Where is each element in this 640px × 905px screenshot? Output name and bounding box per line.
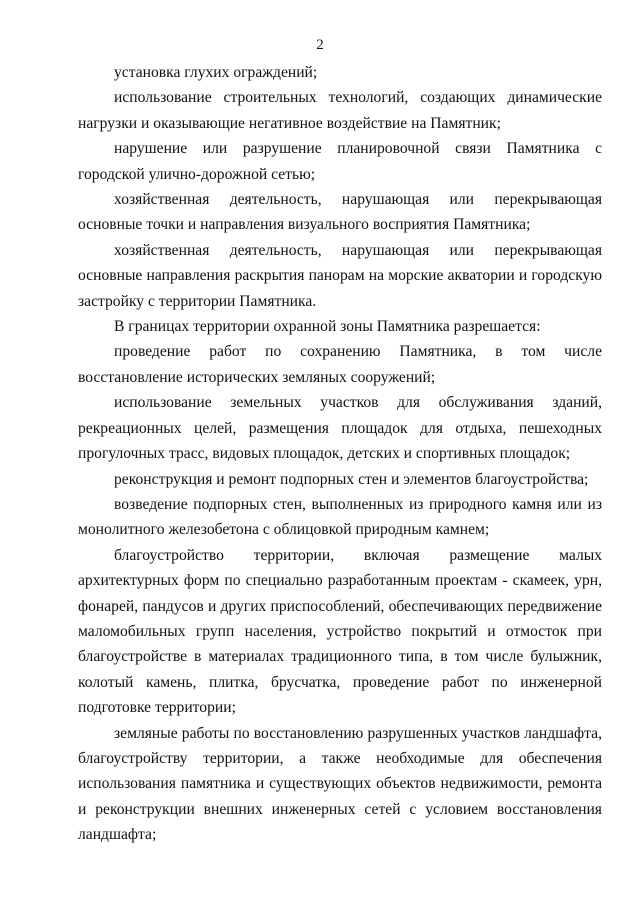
paragraph-land-use: использование земельных участков для обслуживания зданий, рекреационных целей, размещения площадок для отдыха, пешеходных прогулочных трасс, видовых площадок, детских и спортивных площадок; (78, 394, 602, 463)
paragraph-panoramas: хозяйственная деятельность, нарушающая или перекрывающая основные направления раскрытия панорам на морские акватории и городскую застройку с территории Памятника. (78, 241, 602, 310)
paragraph-preservation-works: проведение работ по сохранению Памятника, в том числе восстановление исторических земляных сооружений; (78, 343, 602, 386)
paragraph-retaining-walls-repair: реконструкция и ремонт подпорных стен и элементов благоустройства; (114, 470, 589, 488)
paragraph-permitted-heading: В границах территории охранной зоны Памятника разрешается: (114, 318, 541, 336)
paragraph-earthworks: земляные работы по восстановлению разрушенных участков ландшафта, благоустройству территории, а также необходимые для обеспечения использования памятника и существующих объектов недвижимости, ремонта и реконструкции внешних инженерных сетей с условием восстановления ландшафта; (78, 724, 602, 844)
document-body (78, 60, 602, 848)
paragraph-visual-perception: хозяйственная деятельность, нарушающая или перекрывающая основные точки и направления визуального восприятия Памятника; (78, 191, 602, 234)
paragraph-retaining-walls-construction: возведение подпорных стен, выполненных из природного камня или из монолитного железобетона с облицовкой природным камнем; (78, 495, 602, 539)
paragraph-solid-fences: установка глухих ограждений; (114, 64, 318, 81)
page-number: 2 (316, 37, 324, 53)
paragraph-construction-technologies: использование строительных технологий, создающих динамические нагрузки и оказывающие негативное воздействие на Памятник; (78, 89, 602, 132)
paragraph-landscaping: благоустройство территории, включая размещение малых архитектурных форм по специально разработанным проектам - скамеек, урн, фонарей, пандусов и других приспособлений, обеспечивающих передвижение маломобильных групп населения, устройство покрытий и отмосток при благоустройстве в материалах традиционного типа, в том числе булыжник, колотый камень, плитка, брусчатка, проведение работ по инженерной подготовке территории; (78, 546, 602, 717)
paragraph-planning-connection: нарушение или разрушение планировочной связи Памятника с городской улично-дорожной сетью; (78, 140, 602, 183)
